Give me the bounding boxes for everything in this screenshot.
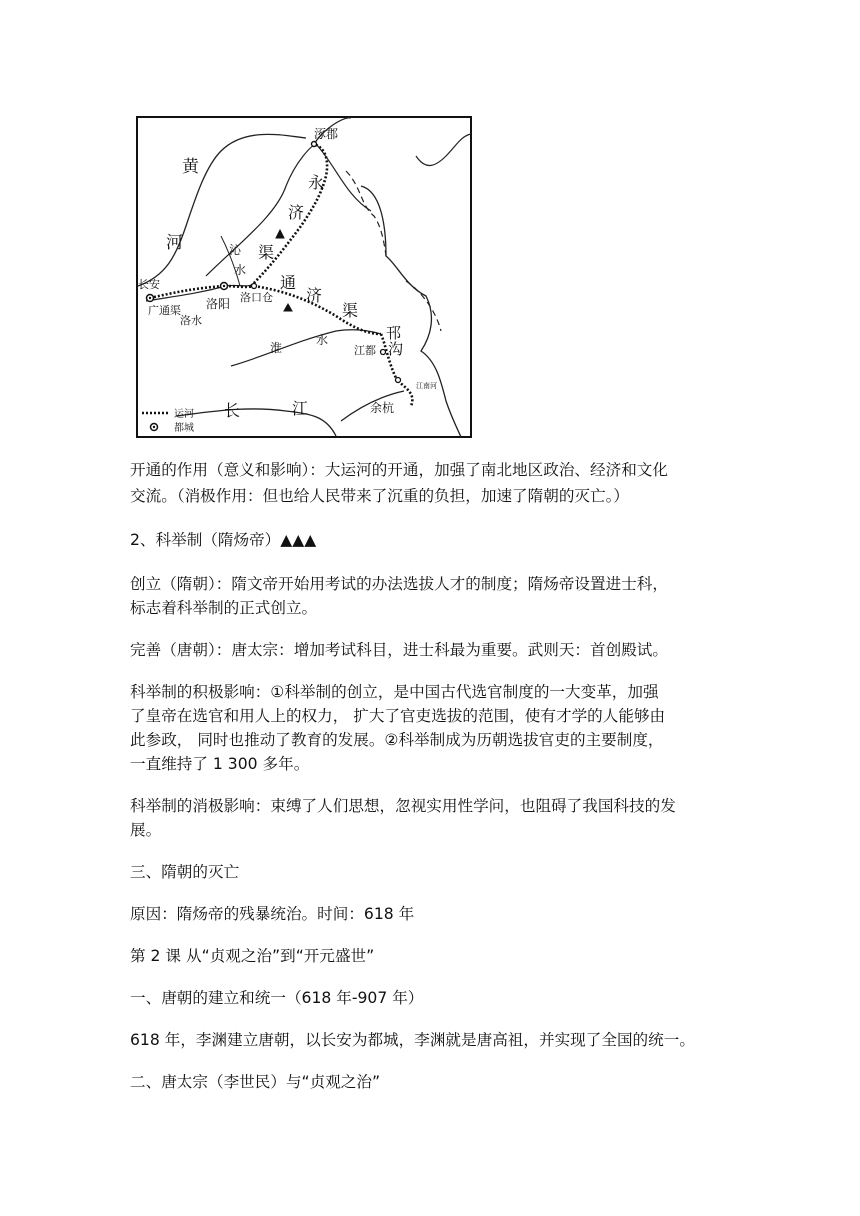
label-jiangnan: 江南河: [416, 382, 437, 390]
keju-positive-line4: 一直维持了 1 300 多年。: [130, 755, 310, 773]
legend-canal-label: 运河: [174, 409, 194, 420]
lesson-2-title: 第 2 课 从“贞观之治”到“开元盛世”: [130, 947, 375, 965]
label-huang: 黄: [182, 157, 199, 177]
label-tong: 通: [280, 273, 297, 292]
canal-significance-line1: 开通的作用（意义和影响）：大运河的开通，加强了南北地区政治、经济和文化: [130, 461, 668, 479]
label-shui-qin: 水: [234, 263, 247, 277]
keju-negative-line2: 展。: [130, 821, 162, 839]
label-he: 河: [166, 233, 183, 253]
label-yuhang: 余杭: [370, 401, 395, 415]
grand-canal-map: [136, 116, 472, 438]
zhuojun-marker: [312, 142, 317, 147]
jiangdu-marker: [381, 350, 386, 355]
label-luoshui: 洛水: [180, 314, 202, 327]
label-shui-huai: 水: [316, 333, 329, 347]
luokoucang-marker: [252, 284, 257, 289]
luoyang-marker-dot: [223, 285, 225, 287]
label-ji1: 济: [288, 203, 305, 222]
label-yong: 永: [308, 173, 325, 192]
section-keju-heading: 2、科举制（隋炀帝）▲▲▲: [130, 531, 317, 549]
section-sui-fall-heading: 三、隋朝的灭亡: [130, 863, 240, 881]
keju-positive-line3: 此参政， 同时也推动了教育的发展。②科举制成为历朝选拔官吏的主要制度，: [130, 731, 664, 749]
label-qu2: 渠: [342, 301, 359, 320]
keju-positive-line2: 了皇帝在选官和用人上的权力， 扩大了官吏选拔的范围，使有才学的人能够由: [130, 707, 666, 725]
label-jiang: 江: [292, 399, 309, 418]
label-huai: 淮: [270, 341, 283, 355]
legend-capital-dot: [153, 426, 155, 428]
changan-marker-dot: [149, 297, 151, 299]
legend-capital-label: 都城: [174, 423, 194, 434]
label-luoyang: 洛阳: [206, 297, 231, 311]
yuhang-marker: [396, 378, 401, 383]
label-changan: 长安: [138, 278, 160, 291]
label-chang: 长: [224, 401, 241, 420]
canal-significance-line2: 交流。（消极作用：但也给人民带来了沉重的负担，加速了隋朝的灭亡。）: [130, 487, 629, 505]
label-qin: 沁: [229, 243, 242, 257]
keju-positive-line1: 科举制的积极影响：①科举制的创立，是中国古代选官制度的一大变革，加强: [130, 683, 659, 701]
keju-founding-line1: 创立（隋朝）：隋文帝开始用考试的办法选拔人才的制度；隋炀帝设置进士科，: [130, 575, 668, 593]
label-ji2: 济: [306, 286, 323, 305]
tang-founding-text: 618 年，李渊建立唐朝，以长安为都城，李渊就是唐高祖，并实现了全国的统一。: [130, 1031, 695, 1049]
section-tang-founding-heading: 一、唐朝的建立和统一（618 年-907 年）: [130, 989, 424, 1007]
label-guangtong: 广通渠: [148, 304, 181, 317]
label-gou: 沟: [388, 340, 404, 358]
label-luokoucang: 洛口仓: [240, 291, 273, 304]
keju-founding-line2: 标志着科举制的正式创立。: [130, 599, 318, 617]
keju-improvement: 完善（唐朝）：唐太宗：增加考试科目，进士科最为重要。武则天：首创殿试。: [130, 641, 668, 659]
sui-fall-cause: 原因：隋炀帝的残暴统治。时间：618 年: [130, 905, 415, 923]
label-zhuojun: 涿郡: [314, 127, 339, 141]
label-han: 邗: [386, 324, 402, 342]
label-qu1: 渠: [258, 243, 275, 262]
keju-negative-line1: 科举制的消极影响：束缚了人们思想，忽视实用性学问，也阻碍了我国科技的发: [130, 797, 676, 815]
section-taizong-heading: 二、唐太宗（李世民）与“贞观之治”: [130, 1073, 381, 1091]
label-jiangdu: 江都: [354, 344, 376, 357]
